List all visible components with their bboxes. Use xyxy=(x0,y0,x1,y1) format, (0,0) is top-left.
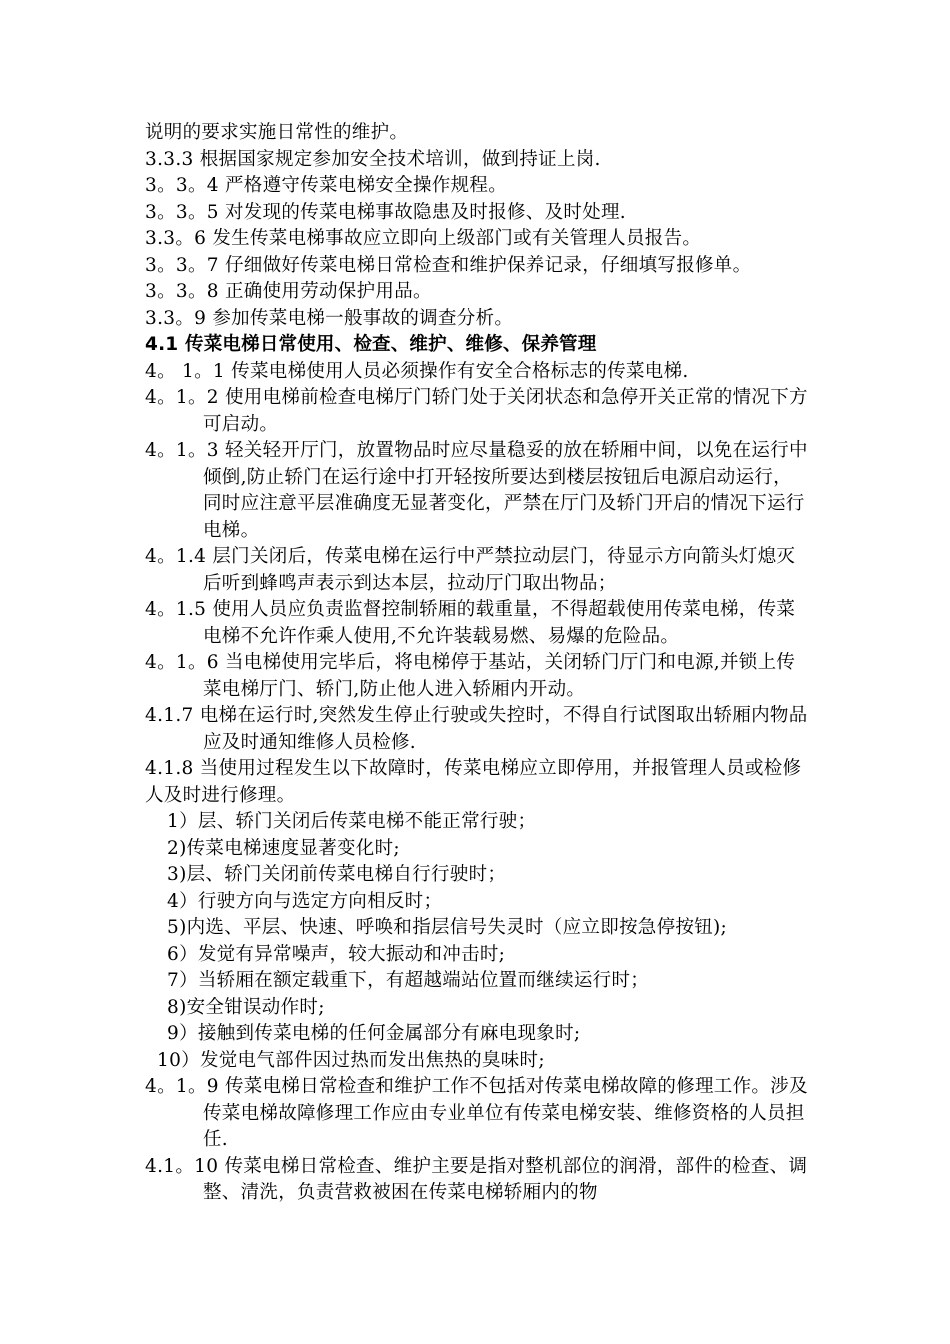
paragraph: 4。1.5 使用人员应负责监督控制轿厢的载重量，不得超载使用传菜电梯，传菜电梯不允许作乘人使用,不允许装载易燃、易爆的危险品。 xyxy=(145,599,796,647)
document-body xyxy=(145,120,810,1207)
paragraph: 3。3。5 对发现的传菜电梯事故隐患及时报修、及时处理. xyxy=(145,201,626,223)
paragraph: 4。 1。1 传菜电梯使用人员必须操作有安全合格标志的传菜电梯. xyxy=(145,360,689,382)
paragraph: 4.1。10 传菜电梯日常检查、维护主要是指对整机部位的润滑，部件的检查、调整、清洗，负责营救被困在传菜电梯轿厢内的物 xyxy=(145,1155,808,1203)
list-item: 8)安全钳误动作时; xyxy=(167,996,325,1018)
paragraph: 3.3。6 发生传菜电梯事故应立即向上级部门或有关管理人员报告。 xyxy=(145,228,702,249)
paragraph: 3.3。9 参加传菜电梯一般事故的调查分析。 xyxy=(145,307,514,329)
paragraph: 3。3。7 仔细做好传菜电梯日常检查和维护保养记录，仔细填写报修单。 xyxy=(145,254,752,276)
paragraph: 3。3。4 严格遵守传菜电梯安全操作规程。 xyxy=(145,175,507,196)
paragraph: 4.1.8 当使用过程发生以下故障时，传菜电梯应立即停用，并报管理人员或检修人及时进行修理。 xyxy=(145,758,802,806)
paragraph: 3.3.3 根据国家规定参加安全技术培训，做到持证上岗. xyxy=(145,148,601,170)
section-heading: 4.1 传菜电梯日常使用、检查、维护、维修、保养管理 xyxy=(145,334,597,355)
list-item: 4）行驶方向与选定方向相反时； xyxy=(167,890,443,912)
paragraph: 4。1.4 层门关闭后，传菜电梯在运行中严禁拉动层门，待显示方向箭头灯熄灭后听到蜂鸣声表示到达本层，拉动厅门取出物品； xyxy=(145,546,796,594)
list-item: 5)内选、平层、快速、呼唤和指层信号失灵时（应立即按急停按钮); xyxy=(167,917,728,938)
list-item: 7）当轿厢在额定载重下，有超越端站位置而继续运行时； xyxy=(167,970,650,991)
paragraph: 4。1。3 轻关轻开厅门，放置物品时应尽量稳妥的放在轿厢中间，以免在运行中倾倒,防止轿门在运行途中打开轻按所要达到楼层按钮后电源启动运行，同时应注意平层准确度无显著变化，严禁在厅门及轿门开启的情况下运行电梯。 xyxy=(145,440,808,541)
list-item: 9）接触到传菜电梯的任何金属部分有麻电现象时; xyxy=(167,1023,581,1044)
paragraph: 4。1。9 传菜电梯日常检查和维护工作不包括对传菜电梯故障的修理工作。涉及传菜电梯故障修理工作应由专业单位有传菜电梯安装、维修资格的人员担任. xyxy=(145,1076,808,1150)
list-item: 6）发觉有异常噪声，较大振动和冲击时; xyxy=(167,943,506,965)
paragraph: 3。3。8 正确使用劳动保护用品。 xyxy=(145,281,432,302)
list-item: 3)层、轿门关闭前传菜电梯自行行驶时； xyxy=(167,864,507,885)
paragraph: 4。1。6 当电梯使用完毕后，将电梯停于基站，关闭轿门厅门和电源,并锁上传菜电梯厅门、轿门,防止他人进入轿厢内开动。 xyxy=(145,652,796,700)
paragraph: 说明的要求实施日常性的维护。 xyxy=(145,122,409,143)
list-item: 1）层、轿门关闭后传菜电梯不能正常行驶； xyxy=(167,811,537,832)
paragraph: 4。1。2 使用电梯前检查电梯厅门轿门处于关闭状态和急停开关正常的情况下方可启动。 xyxy=(145,387,808,435)
list-item: 2)传菜电梯速度显著变化时; xyxy=(167,837,400,859)
list-item: 10）发觉电气部件因过热而发出焦热的臭味时; xyxy=(157,1049,545,1071)
paragraph: 4.1.7 电梯在运行时,突然发生停止行驶或失控时，不得自行试图取出轿厢内物品应及时通知维修人员检修. xyxy=(145,705,808,753)
